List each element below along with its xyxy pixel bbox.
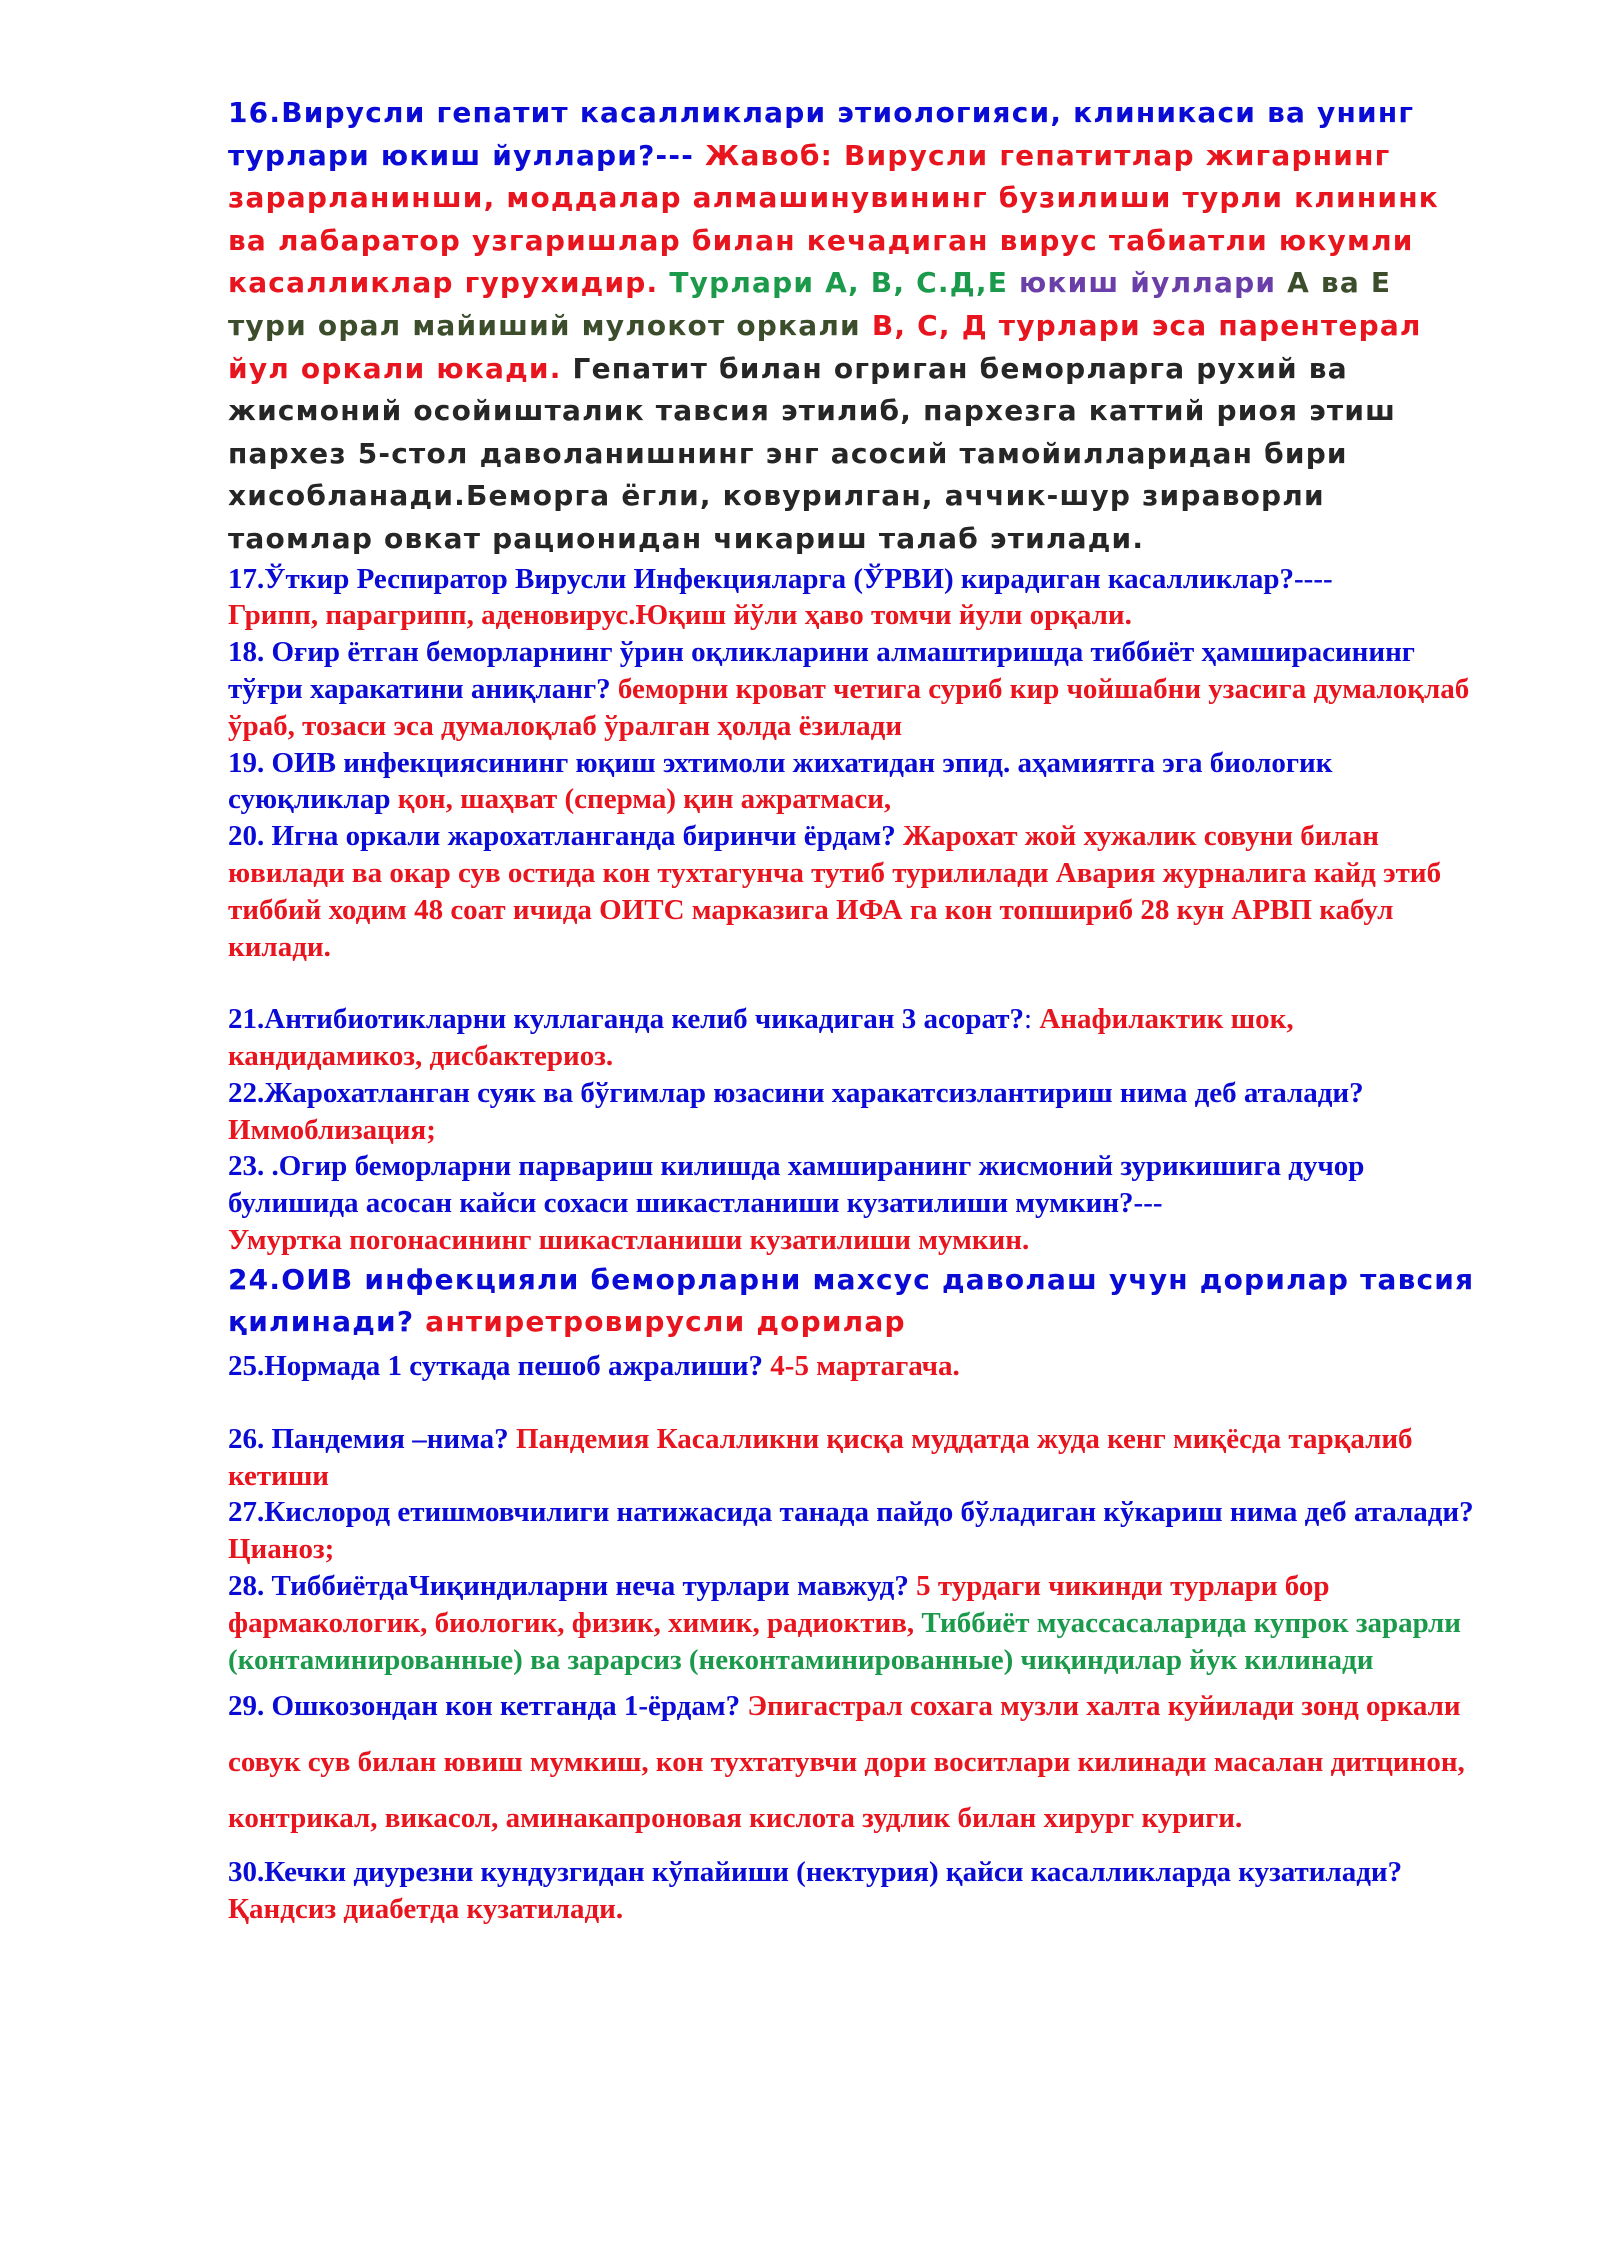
answer-29: Эпигастрал сохага музли халта куйилади зонд оркали совук сув билан ювиш мумкиш, кон тухтатувчи дори воситлари килинади масалан дитцинон, контрикал, викасол, аминакапроновая кислота зудлик билан хирург куриги. (228, 1690, 1465, 1835)
care-16: Гепатит билан огриган беморларга рухий ва жисмоний осойишталик тавсия этилиб, пархезга каттий риоя этиш пархез 5-стол даволанишнинг энг асосий тамойилларидан бири хисобланади.Беморга ёгли, ковурилган, аччик-шур зираворли таомлар овкат рационидан чикариш талаб этилади. (228, 351, 1397, 555)
extra-28: Тиббиёт муассасаларида купрок зарарли (контаминированные) ва зарарсиз (неконтаминированные) чиқиндилар йук килинади (228, 1606, 1462, 1676)
question-30: 30.Кечки диурезни кундузгидан кўпайиши (нектурия) қайси касалликларда кузатилади? (228, 1856, 1403, 1889)
qa-item-20 (228, 818, 1478, 965)
routes-bcd-16: В, С, Д турлари эса парентерал йул оркали юкади. (228, 308, 1422, 385)
qa-item-27 (228, 1494, 1478, 1568)
question-17: 17.Ўткир Респиратор Вирусли Инфекцияларга (ЎРВИ) кирадиган касалликлар?---- (228, 562, 1333, 595)
answer-28: 5 турдаги чикинди турлари бор фармакологик, биологик, физик, химик, радиоктив, (228, 1570, 1330, 1639)
qa-item-28 (228, 1568, 1478, 1678)
blank-line (228, 965, 1478, 1001)
answer-22: Иммоблизация; (228, 1113, 436, 1146)
question-23: 23. .Огир беморларни парвариш килишда хамширанинг жисмоний зурикишига дучор булишида асосан кайси сохаси шикастланиши кузатилиши мумкин?--- (228, 1150, 1365, 1220)
qa-item-26 (228, 1421, 1478, 1495)
question-28: 28. ТиббиётдаЧиқиндиларни неча турлари мавжуд? (228, 1570, 917, 1603)
types-label-16: Турлари А, В, С.Д,Е (669, 266, 1019, 300)
answer-17: Грипп, парагрипп, аденовирус.Юқиш йўли ҳаво томчи йули орқали. (228, 599, 1132, 632)
question-22: 22.Жарохатланган суяк ва бўгимлар юзасини харакатсизлантириш нима деб аталади? (228, 1076, 1364, 1109)
qa-item-23 (228, 1148, 1478, 1258)
blank-line (228, 1385, 1478, 1421)
question-25: 25.Нормада 1 суткада пешоб ажралиши? (228, 1350, 771, 1383)
routes-ae-16: А ва Е тури орал майиший мулокот оркали (228, 266, 1392, 342)
question-21: 21.Антибиотикларни куллаганда келиб чикадиган 3 асорат? (228, 1003, 1024, 1036)
answer-27: Цианоз; (228, 1533, 335, 1566)
qa-item-16 (228, 92, 1478, 561)
question-18: 18. Оғир ётган беморларнинг ўрин оқликларини алмаштиришда тиббиёт ҳамширасининг тўғри харакатини аниқланг? (228, 636, 1415, 705)
answer-label-16: Жавоб: (704, 138, 844, 172)
answer-19: қон, шаҳват (сперма) қин ажратмаси, (397, 783, 892, 816)
answer-18: беморни кроват четига суриб кир чойшабни узасига думалоқлаб ўраб, тозаси эса думалоқлаб ўралган ҳолда ёзилади (228, 672, 1470, 742)
answer-24: антиретровирусли дорилар (425, 1305, 906, 1339)
qa-item-22 (228, 1075, 1478, 1149)
qa-item-18 (228, 634, 1478, 744)
question-19: 19. ОИВ инфекциясининг юқиш эхтимоли жихатидан эпид. аҳамиятга эга биологик суюқликлар (228, 746, 1333, 816)
qa-item-25 (228, 1348, 1478, 1385)
question-16: 16.Вирусли гепатит касалликлари этиологияси, клиникаси ва унинг турлари юкиш йуллари?--- (228, 96, 1415, 172)
answer-23: Умуртка погонасининг шикастланиши кузатилиши мумкин. (228, 1224, 1030, 1257)
question-24: 24.ОИВ инфекцияли беморларни махсус даволаш учун дорилар тавсия қилинади? (228, 1262, 1475, 1339)
document-page (228, 92, 1478, 1928)
qa-item-19 (228, 745, 1478, 819)
answer-25: 4-5 мартагача. (770, 1350, 960, 1383)
question-29: 29. Ошкозондан кон кетганда 1-ёрдам? (228, 1690, 748, 1723)
qa-item-30 (228, 1854, 1478, 1928)
answer-20: Жарохат жой хужалик совуни билан ювилади ва окар сув остида кон тухтагунча тутиб турилилади Авария журналига кайд этиб тиббий ходим 48 соат ичида ОИТС марказига ИФА га кон топшириб 28 кун АРВП кабул килади. (228, 820, 1442, 963)
qa-item-17 (228, 561, 1478, 635)
answer-26: Пандемия Касалликни қисқа муддатда жуда кенг миқёсда тарқалиб кетиши (228, 1422, 1413, 1492)
qa-item-29 (228, 1678, 1478, 1846)
question-20: 20. Игна оркали жарохатланганда биринчи ёрдам? (228, 820, 904, 853)
answer-16: Вирусли гепатитлар жигарнинг зарарланинши, моддалар алмашинувининг бузилиши турли клининк ва лабаратор узгаришлар билан кечадиган вирус табиатли юкумли касалликлар гурухидир. (228, 138, 1439, 300)
qa-item-24 (228, 1259, 1478, 1344)
qa-item-21 (228, 1001, 1478, 1075)
question-26: 26. Пандемия –нима? (228, 1422, 516, 1455)
answer-21: Анафилактик шок, кандидамикоз, дисбактериоз. (228, 1003, 1294, 1073)
separator-21: : (1024, 1003, 1040, 1036)
answer-30: Қандсиз диабетда кузатилади. (228, 1893, 624, 1926)
question-27: 27.Кислород етишмовчилиги натижасида танада пайдо бўладиган кўкариш нима деб аталади? (228, 1496, 1474, 1529)
routes-label-16: юкиш йуллари (1018, 266, 1288, 300)
